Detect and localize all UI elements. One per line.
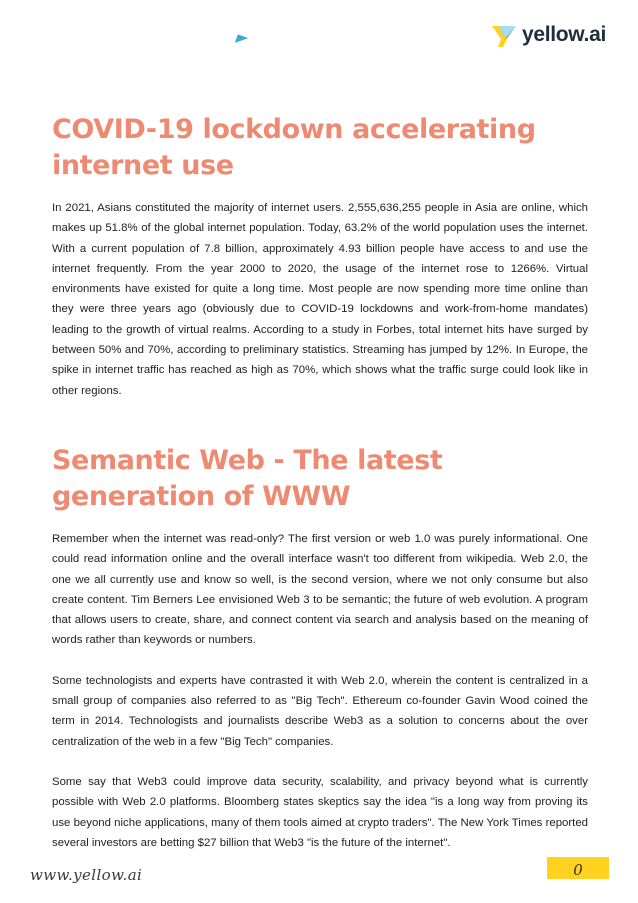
body-paragraph: Some say that Web3 could improve data security, scalability, and privacy beyond what is currently possible with Web 2.0 platforms. Bloomberg states skeptics say the idea "is a long way from proving its use beyond niche applications, many of them tools aimed at crypto traders". The New York Times reported several investors are betting $27 billion that Web3 "is the future of the internet". bbox=[52, 775, 588, 849]
body-paragraph: In 2021, Asians constituted the majority of internet users. 2,555,636,255 people in Asia are online, which makes up 51.8% of the global internet population. Today, 63.2% of the world population uses the internet. With a current population of 7.8 billion, approximately 4.93 billion people have access to and use the internet frequently. From the year 2000 to 2020, the usage of the internet rose to 1266%. Virtual environments have existed for quite a long time. Most people are now spending more time online than they were three years ago (obviously due to COVID-19 lockdowns and work-from-home mandates) leading to the growth of virtual realms. According to a study in Forbes, total internet hits have surged by between 50% and 70%, according to preliminary statistics. Streaming has jumped by 12%. In Europe, the spike in internet traffic has reached as high as 70%, which shows what the traffic surge could look like in other regions. bbox=[52, 202, 588, 397]
footer-url-link[interactable]: www.yellow.ai bbox=[30, 866, 143, 884]
page-number-badge: 0 bbox=[547, 857, 609, 879]
section-semantic-web bbox=[52, 443, 588, 853]
yellow-ai-logo-icon bbox=[490, 22, 518, 48]
main-content bbox=[52, 112, 588, 853]
body-paragraph: Some technologists and experts have contrasted it with Web 2.0, wherein the content is centralized in a small group of companies also referred to as "Big Tech". Ethereum co-founder Gavin Wood coined the term in 2014. Technologists and journalists describe Web3 as a solution to concerns about the over centralization of the web in a few "Big Tech" companies. bbox=[52, 674, 588, 748]
section-heading: COVID-19 lockdown accelerating internet use bbox=[52, 114, 536, 181]
section-covid bbox=[52, 112, 588, 401]
logo-text: yellow.ai bbox=[521, 23, 606, 46]
decorative-triangle-icon bbox=[235, 34, 248, 46]
brand-logo[interactable] bbox=[490, 22, 606, 48]
body-paragraph: Remember when the internet was read-only? The first version or web 1.0 was purely informational. One could read information online and the overall interface wasn't too different from wikipedia. Web 2.0, the one we all currently use and know so well, is the second version, where we not only consume but also create content. Tim Berners Lee envisioned Web 3 to be semantic; the future of web evolution. A program that allows users to create, share, and connect content via search and analysis based on the meaning of words rather than keywords or numbers. bbox=[52, 532, 588, 647]
section-heading: Semantic Web - The latest generation of WWW bbox=[52, 444, 443, 512]
